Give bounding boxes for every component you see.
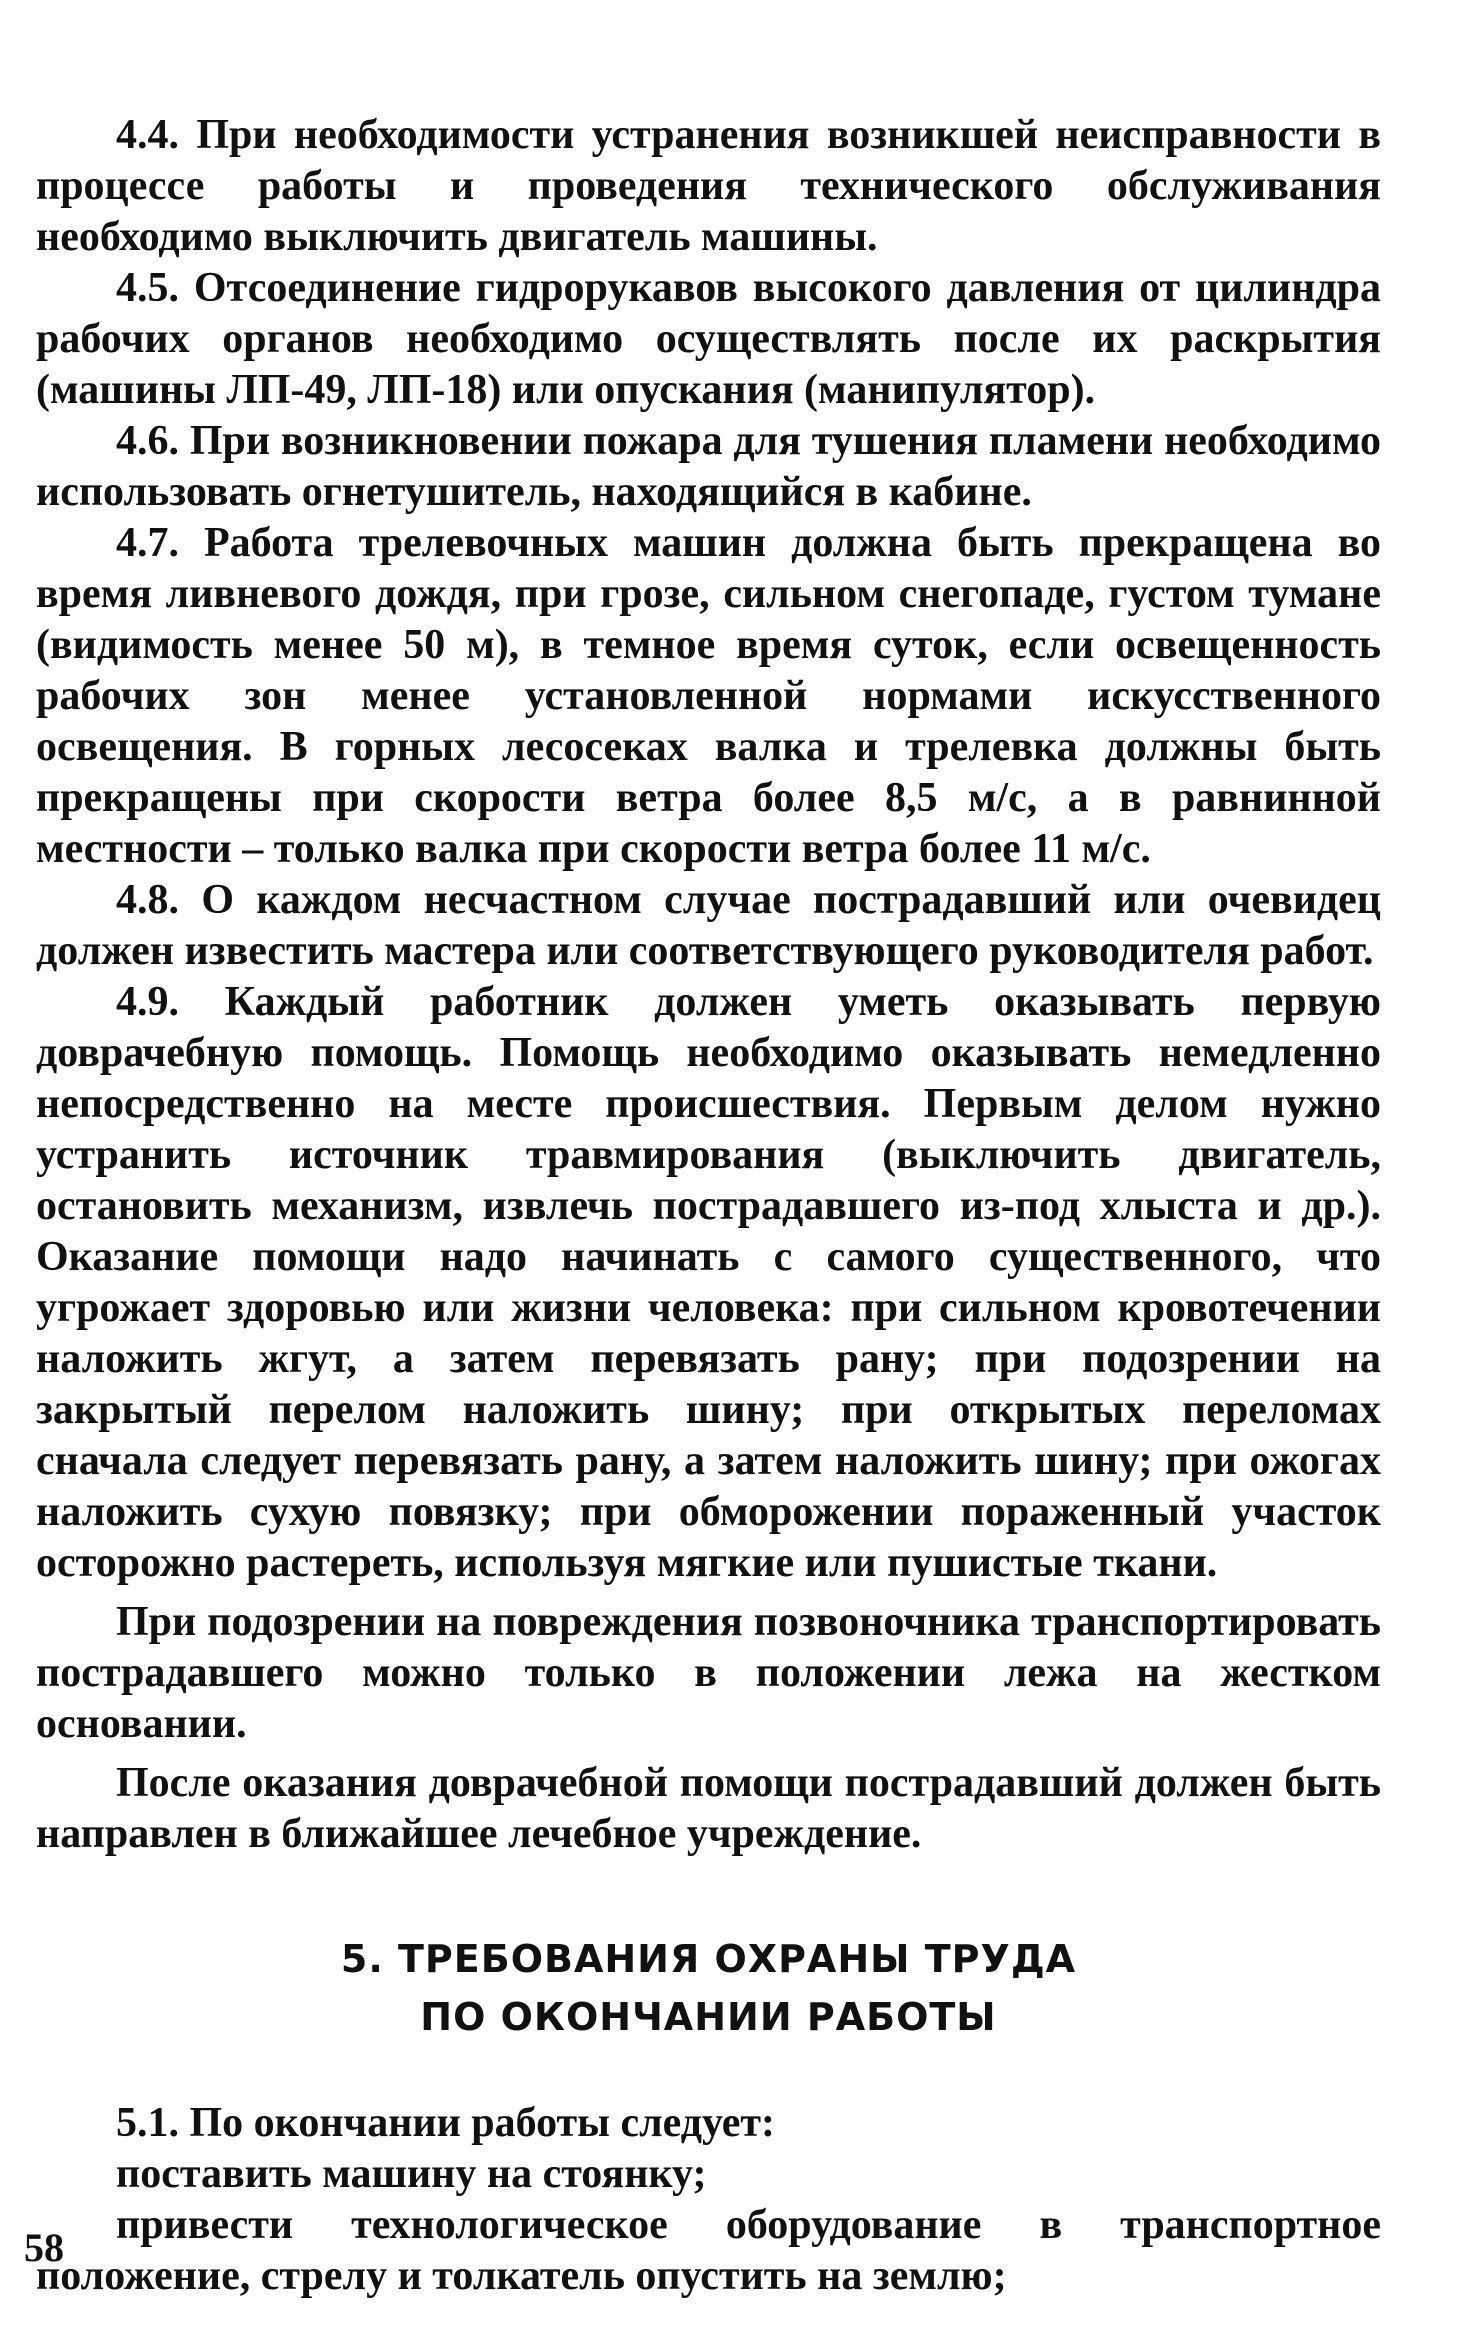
list-item: поставить машину на стоянку; (116, 2151, 707, 2197)
clause-number: 4.4. (116, 112, 179, 158)
section-title-line-2: ПО ОКОНЧАНИИ РАБОТЫ (420, 1995, 997, 2039)
clause-number: 4.5. (116, 265, 179, 311)
clause-text: О каждом несчастном случае пострадавший или очевидец должен известить мастера или соответствующего руководителя работ. (36, 877, 1381, 974)
section-heading (36, 1930, 1381, 2046)
paragraph-spine-injury: При подозрении на повреждения позвоночника транспортировать пострадавшего можно только в положении лежа на жестком основании. (36, 1599, 1381, 1747)
clause-number: 4.7. (116, 520, 179, 566)
section-title-line-1: 5. ТРЕБОВАНИЯ ОХРАНЫ ТРУДА (340, 1937, 1077, 1981)
clause-text: Работа трелевочных машин должна быть прекращена во время ливневого дождя, при грозе, сильном снегопаде, густом тумане (видимость менее 50 м), в темное время суток, если освещенность рабочих зон менее установленной нормами искусственного освещения. В горных лесосеках валка и трелевка должны быть прекращены при скорости ветра более 8,5 м/с, а в равнинной местности – только валка при скорости ветра более 11 м/с. (36, 520, 1381, 872)
clause-text: По окончании работы следует: (179, 2100, 775, 2146)
clause-number: 4.9. (116, 979, 179, 1025)
paragraph-4-7 (36, 518, 1381, 875)
clause-text: Отсоединение гидрорукавов высокого давления от цилиндра рабочих органов необходимо осуществлять после их раскрытия (машины ЛП-49, ЛП-18) или опускания (манипулятор). (36, 265, 1381, 413)
paragraph-4-5 (36, 263, 1381, 416)
clause-text: При необходимости устранения возникшей неисправности в процессе работы и проведения технического обслуживания необходимо выключить двигатель машины. (36, 112, 1381, 260)
clause-text: Каждый работник должен уметь оказывать первую доврачебную помощь. Помощь необходимо оказывать немедленно непосредственно на месте происшествия. Первым делом нужно устранить источник травмирования (выключить двигатель, остановить механизм, извлечь пострадавшего из-под хлыста и др.). Оказание помощи надо начинать с самого существенного, что угрожает здоровью или жизни человека: при сильном кровотечении наложить жгут, а затем перевязать рану; при подозрении на закрытый перелом наложить шину; при открытых переломах сначала следует перевязать рану, а затем наложить шину; при ожогах наложить сухую повязку; при обморожении пораженный участок осторожно растереть, используя мягкие или пушистые ткани. (36, 979, 1381, 1586)
document-page (36, 110, 1381, 2302)
clause-text: При возникновении пожара для тушения пламени необходимо использовать огнетушитель, находящийся в кабине. (36, 418, 1381, 515)
clause-number: 4.6. (116, 418, 179, 464)
paragraph-4-8 (36, 875, 1381, 977)
paragraph-5-1 (36, 2098, 1381, 2149)
clause-number: 5.1. (116, 2100, 179, 2146)
paragraph-4-4 (36, 110, 1381, 263)
paragraph-4-9 (36, 977, 1381, 1589)
list-item: привести технологическое оборудование в транспортное положение, стрелу и толкатель опустить на землю; (36, 2202, 1381, 2299)
page-number: 58 (24, 2225, 64, 2270)
clause-number: 4.8. (116, 877, 179, 923)
paragraph-4-6 (36, 416, 1381, 518)
paragraph-after-first-aid: После оказания доврачебной помощи пострадавший должен быть направлен в ближайшее лечебное учреждение. (36, 1760, 1381, 1857)
